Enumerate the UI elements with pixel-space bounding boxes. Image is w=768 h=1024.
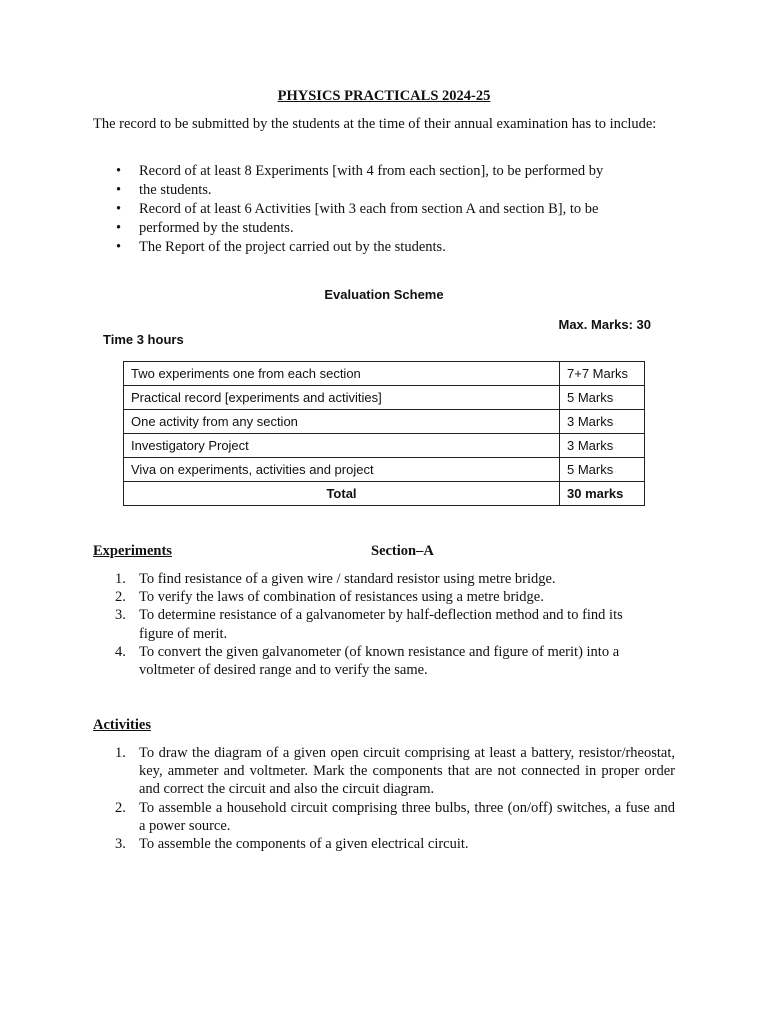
activity-text: To assemble a household circuit comprising three bulbs, three (on/off) switches, a fuse and a power source. <box>139 799 675 834</box>
time-allowed: Time 3 hours <box>103 332 184 347</box>
table-cell-marks: 7+7 Marks <box>560 362 645 386</box>
table-cell-marks: 5 Marks <box>560 386 645 410</box>
table-cell-marks: 5 Marks <box>560 458 645 482</box>
table-row <box>124 434 645 458</box>
list-item: 4. To convert the given galvanometer (of known resistance and figure of merit) into a voltmeter of desired range and to verify the same. <box>115 643 620 679</box>
experiments-list <box>93 570 653 679</box>
experiment-text: To convert the given galvanometer (of known resistance and figure of merit) into a voltmeter of desired range and to verify the same. <box>139 643 620 679</box>
table-total-row <box>124 482 645 506</box>
list-item: 2. To verify the laws of combination of resistances using a metre bridge. <box>115 589 544 606</box>
list-item: 2. To assemble a household circuit comprising three bulbs, three (on/off) switches, a fuse and a power source. <box>115 799 675 834</box>
section-a-heading: Section–A <box>371 543 434 559</box>
list-item: • performed by the students. <box>93 219 673 238</box>
table-row <box>124 458 645 482</box>
table-cell-item: Investigatory Project <box>124 434 560 458</box>
list-item: 3. To determine resistance of a galvanometer by half-deflection method and to find its figure of merit. <box>115 607 623 642</box>
evaluation-scheme-heading: Evaluation Scheme <box>324 287 444 302</box>
activity-text: To assemble the components of a given electrical circuit. <box>139 836 469 853</box>
list-item: • Record of at least 8 Experiments [with 4 from each section], to be performed by <box>93 162 673 181</box>
list-item: • the students. <box>93 181 673 200</box>
experiment-text: To find resistance of a given wire / standard resistor using metre bridge. <box>139 571 556 587</box>
evaluation-table <box>123 361 645 506</box>
table-row <box>124 386 645 410</box>
list-item: • Record of at least 6 Activities [with 3 each from section A and section B], to be <box>93 200 673 219</box>
table-row <box>124 362 645 386</box>
activity-text: To draw the diagram of a given open circuit comprising at least a battery, resistor/rheostat, key, ammeter and voltmeter. Mark the components that are not connected in proper order and correct the circuit and also the circuit diagram. <box>139 745 675 798</box>
list-item: • The Report of the project carried out by the students. <box>93 238 673 257</box>
table-cell-marks: 3 Marks <box>560 410 645 434</box>
experiment-text: To determine resistance of a galvanometer by half-deflection method and to find its figure of merit. <box>139 607 623 642</box>
page-title: PHYSICS PRACTICALS 2024-25 <box>277 88 491 104</box>
table-cell-item: One activity from any section <box>124 410 560 434</box>
activities-heading: Activities <box>93 717 151 733</box>
experiment-text: To verify the laws of combination of resistances using a metre bridge. <box>139 589 544 606</box>
list-item: 1. To find resistance of a given wire / standard resistor using metre bridge. <box>115 571 556 587</box>
record-requirements-list <box>93 162 673 257</box>
list-item: 3. To assemble the components of a given electrical circuit. <box>115 836 469 853</box>
total-marks: 30 marks <box>560 482 645 506</box>
table-cell-item: Practical record [experiments and activities] <box>124 386 560 410</box>
activities-list <box>93 744 675 853</box>
table-cell-marks: 3 Marks <box>560 434 645 458</box>
max-marks: Max. Marks: 30 <box>558 317 651 332</box>
experiments-heading: Experiments <box>93 543 172 559</box>
table-cell-item: Two experiments one from each section <box>124 362 560 386</box>
table-row <box>124 410 645 434</box>
list-item: 1. To draw the diagram of a given open circuit comprising at least a battery, resistor/rheostat, key, ammeter and voltmeter. Mark the components that are not connected in proper order and correct the circuit and also the circuit diagram. <box>115 745 675 798</box>
table-cell-item: Viva on experiments, activities and project <box>124 458 560 482</box>
total-label: Total <box>124 482 560 506</box>
intro-paragraph: The record to be submitted by the students at the time of their annual examination has to include: <box>93 116 657 132</box>
